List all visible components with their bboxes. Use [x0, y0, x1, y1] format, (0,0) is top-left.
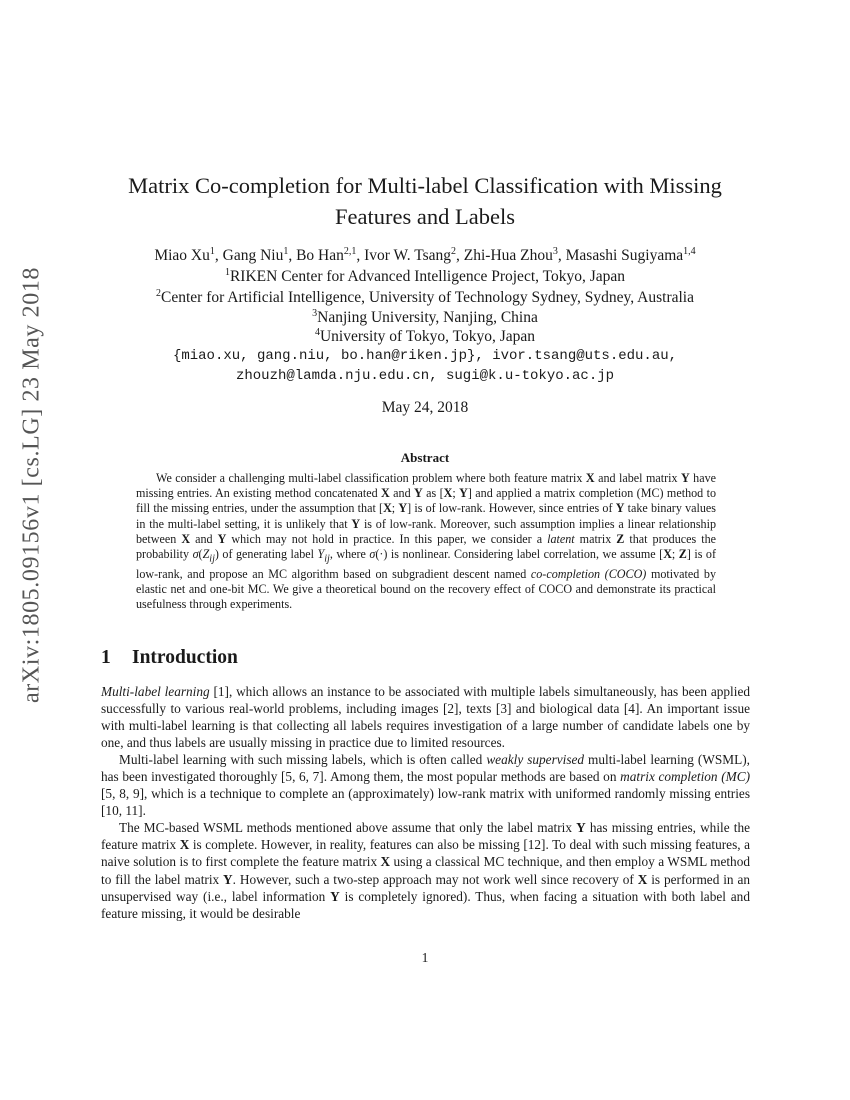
abstract-paragraph: We consider a challenging multi-label classification problem where both feature matrix X and label matrix Y have missing entries. An existing method concatenated X and Y as [X; Y] and applied a matrix completion (MC) method to fill the missing entries, under the assumption that [X; Y] is of low-rank. However, since entries of Y take binary values in the multi-label setting, it is unlikely that Y is of low-rank. Moreover, such assumption implies a linear relationship between X and Y which may not hold in practice. In this paper, we consider a latent matrix Z that produces the probability $\sigma(Z_{ij})$ of generating label $Y_{ij}$, where σ(·) is nonlinear. Considering label correlation, we assume [X; Z] is of low-rank, and propose an MC algorithm based on subgradient descent named co-completion (COCO) motivated by elastic net and one-bit MC. We give a theoretical bound on the recovery effect of COCO and demonstrate its practical usefulness through experiments.: [136, 471, 717, 612]
section-number: 1: [101, 647, 111, 668]
affiliation: $^3$Nanjing University, Nanjing, China: [312, 307, 538, 326]
body-paragraph: Multi-label learning [1], which allows an instance to be associated with multiple labels simultaneously, has been applied successfully to various real-world problems, including images [2], texts [3] and biological data [4]. An important issue with multi-label learning is that collecting all labels requires investigation of a large number of candidate labels one by one, and thus labels are usually missing in practice due to limited resources.: [101, 684, 750, 751]
abstract-heading: Abstract: [400, 450, 450, 465]
body-paragraph: The MC-based WSML methods mentioned above assume that only the label matrix Y has missing entries, while the feature matrix X is complete. However, in reality, features can also be missing [12]. To deal with such missing features, a naive solution is to first complete the feature matrix X using a classical MC technique, and then employ a WSML method to fill the label matrix Y. However, such a two-step approach may not work well since recovery of X is performed in an unsupervised way (i.e., label information Y is completely ignored). Thus, when facing a situation with both label and feature missing, it would be desirable: [101, 820, 751, 921]
author: Ivor W. Tsang$^2$: [364, 245, 457, 264]
author: Gang Niu$^1$: [222, 245, 289, 264]
email-line: {miao.xu, gang.niu, bo.han@riken.jp}, ivor.tsang@uts.edu.au,: [172, 348, 678, 364]
author: Miao Xu$^1$: [154, 245, 215, 264]
affiliation: $^1$RIKEN Center for Advanced Intelligence Project, Tokyo, Japan: [224, 266, 626, 285]
affiliation: $^2$Center for Artificial Intelligence, University of Technology Sydney, Sydney, Australia: [156, 287, 694, 306]
section-title: Introduction: [132, 647, 238, 668]
affiliation: $^4$University of Tokyo, Tokyo, Japan: [314, 326, 536, 345]
author-list: Miao Xu$^1$, Gang Niu$^1$, Bo Han$^{2,1}$, Ivor W. Tsang$^2$, Zhi-Hua Zhou$^3$, Masashi Sugiyama$^{1,4}$: [154, 245, 696, 264]
section-heading: [101, 647, 238, 669]
author: Bo Han$^{2,1}$: [296, 245, 357, 264]
abstract-body: [136, 471, 716, 612]
author: Masashi Sugiyama$^{1,4}$: [565, 245, 696, 264]
arxiv-side-label: arXiv:1805.09156v1 [cs.LG] 23 May 2018: [18, 266, 45, 704]
title-line-2: Features and Labels: [335, 204, 515, 229]
title-line-1: Matrix Co-completion for Multi-label Classification with Missing: [128, 173, 722, 198]
paper-title: [90, 170, 760, 232]
author: Zhi-Hua Zhou$^3$: [463, 245, 558, 264]
body-paragraph: Multi-label learning with such missing labels, which is often called weakly supervised multi-label learning (WSML), has been investigated thoroughly [5, 6, 7]. Among them, the most popular methods are based on matrix completion (MC) [5, 8, 9], which is a technique to complete an (approximately) low-rank matrix with uniformed randomly missing entries [10, 11].: [101, 752, 751, 819]
email-line: zhouzh@lamda.nju.edu.cn, sugi@k.u-tokyo.ac.jp: [235, 368, 615, 384]
introduction-body: [101, 683, 750, 922]
page-number: 1: [421, 950, 429, 965]
paper-date: May 24, 2018: [381, 399, 469, 416]
